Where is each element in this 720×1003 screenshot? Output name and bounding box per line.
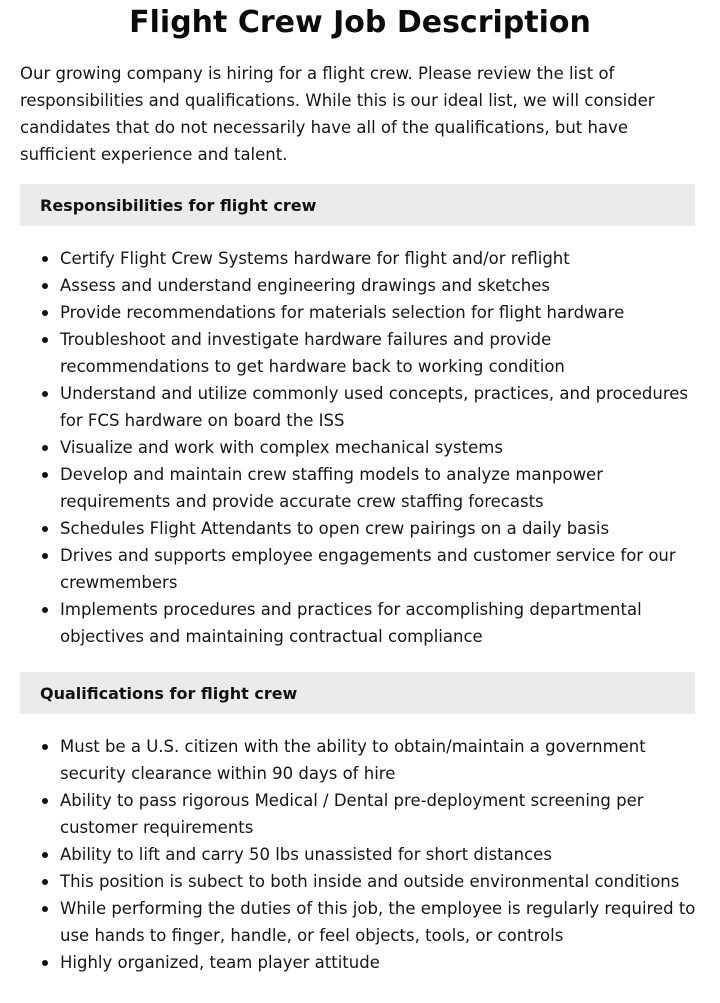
list-item: Understand and utilize commonly used concepts, practices, and procedures for FCS hardware on board the ISS bbox=[20, 380, 700, 434]
list-item: Ability to pass rigorous Medical / Dental pre-deployment screening per customer requirements bbox=[20, 787, 700, 841]
list-item: Certify Flight Crew Systems hardware for flight and/or reflight bbox=[20, 245, 700, 272]
responsibilities-list bbox=[20, 245, 700, 650]
qualifications-heading: Qualifications for flight crew bbox=[20, 672, 695, 714]
list-item: Implements procedures and practices for accomplishing departmental objectives and maintaining contractual compliance bbox=[20, 596, 700, 650]
list-item: Assess and understand engineering drawings and sketches bbox=[20, 272, 700, 299]
list-item: While performing the duties of this job, the employee is regularly required to use hands to finger, handle, or feel objects, tools, or controls bbox=[20, 895, 700, 949]
page-title: Flight Crew Job Description bbox=[129, 5, 591, 40]
list-item: Highly organized, team player attitude bbox=[20, 949, 700, 976]
list-item: Visualize and work with complex mechanical systems bbox=[20, 434, 700, 461]
qualifications-list bbox=[20, 733, 700, 976]
list-item: Must be a U.S. citizen with the ability to obtain/maintain a government security clearance within 90 days of hire bbox=[20, 733, 700, 787]
list-item: This position is subect to both inside and outside environmental conditions bbox=[20, 868, 700, 895]
list-item: Ability to lift and carry 50 lbs unassisted for short distances bbox=[20, 841, 700, 868]
spacer bbox=[0, 650, 720, 656]
responsibilities-heading: Responsibilities for flight crew bbox=[20, 184, 695, 226]
list-item: Troubleshoot and investigate hardware failures and provide recommendations to get hardware back to working condition bbox=[20, 326, 700, 380]
list-item: Develop and maintain crew staffing models to analyze manpower requirements and provide accurate crew staffing forecasts bbox=[20, 461, 700, 515]
list-item: Provide recommendations for materials selection for flight hardware bbox=[20, 299, 700, 326]
intro-paragraph: Our growing company is hiring for a flight crew. Please review the list of responsibilities and qualifications. While this is our ideal list, we will consider candidates that do not necessarily have all of the qualifications, but have sufficient experience and talent. bbox=[20, 64, 655, 164]
list-item: Drives and supports employee engagements and customer service for our crewmembers bbox=[20, 542, 700, 596]
list-item: Schedules Flight Attendants to open crew pairings on a daily basis bbox=[20, 515, 700, 542]
